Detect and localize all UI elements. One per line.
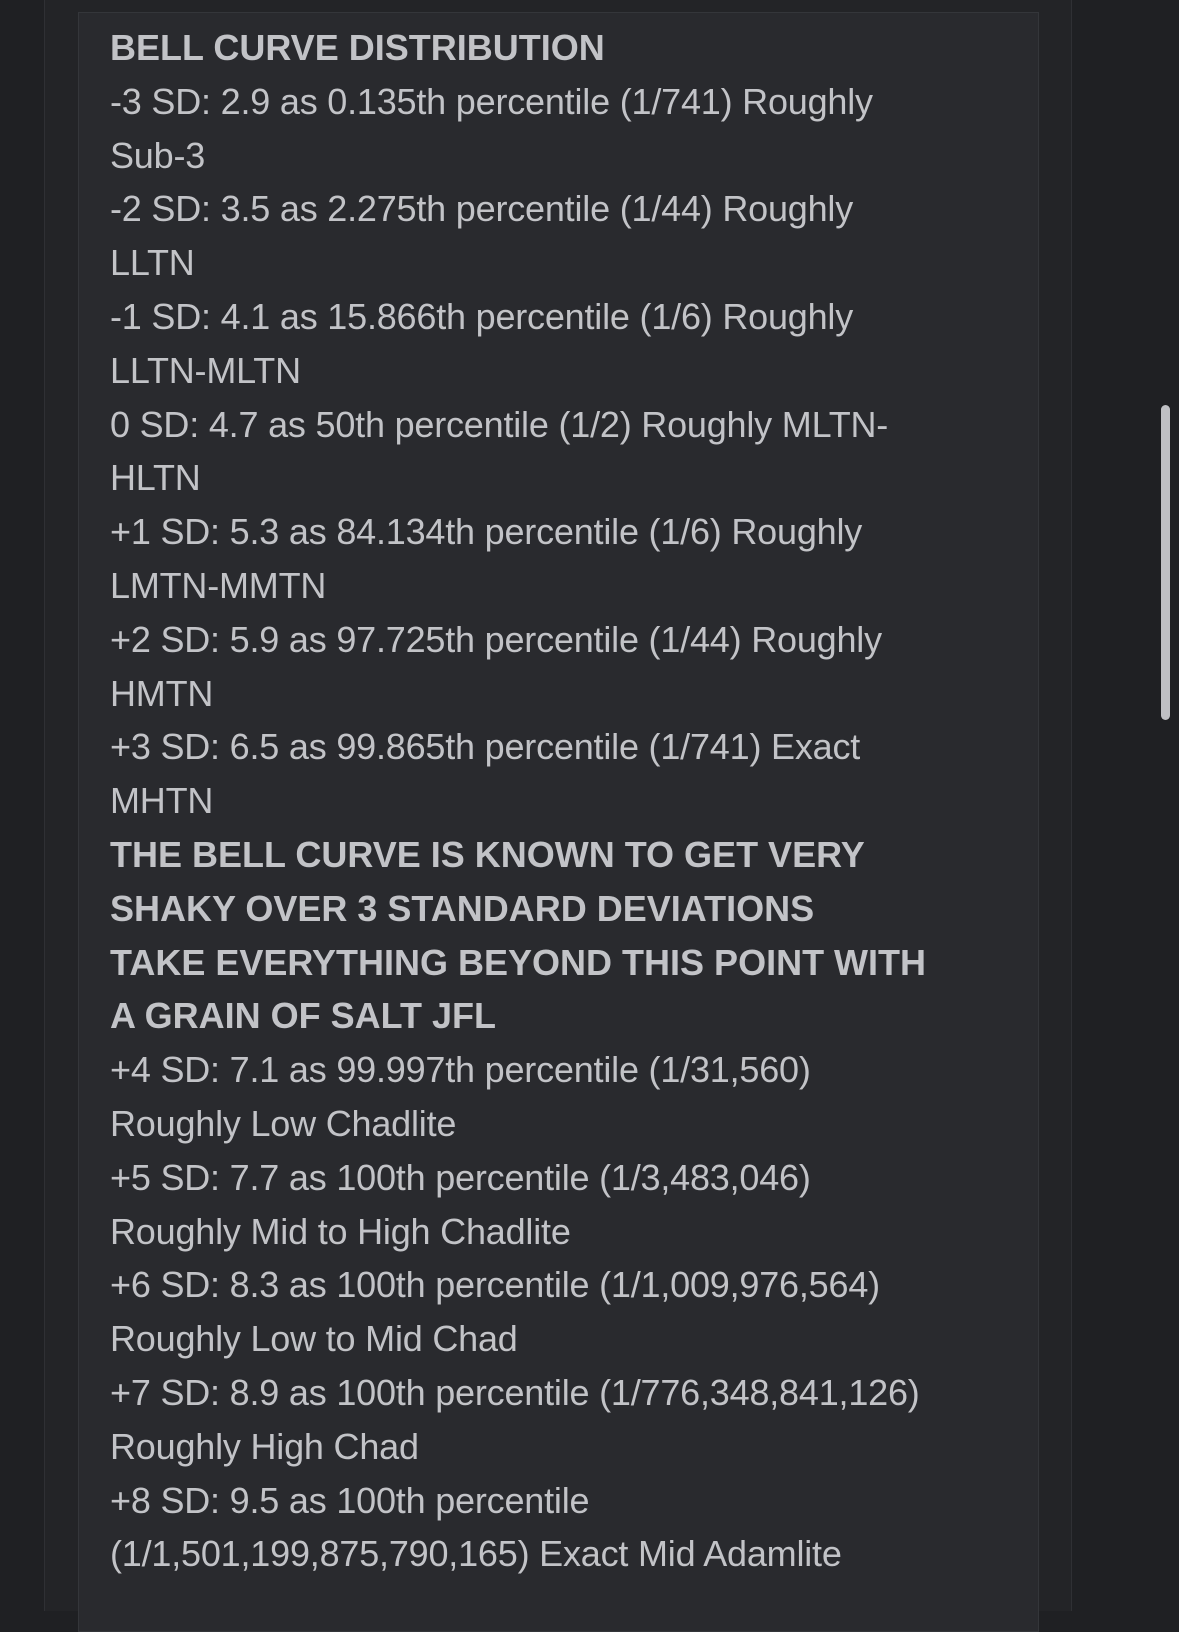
post-line: Sub-3 (110, 134, 206, 176)
post-line: Roughly Low to Mid Chad (110, 1318, 518, 1360)
post-bold-line: BELL CURVE DISTRIBUTION (110, 27, 605, 68)
post-bold-line: SHAKY OVER 3 STANDARD DEVIATIONS (110, 887, 815, 929)
post-line: LLTN (110, 242, 195, 284)
post-line: Roughly Mid to High Chadlite (110, 1210, 571, 1252)
post-line: +8 SD: 9.5 as 100th percentile (110, 1479, 590, 1521)
post-line: 0 SD: 4.7 as 50th percentile (1/2) Roughly MLTN- (110, 403, 889, 445)
post-line: Roughly High Chad (110, 1425, 419, 1467)
post-line: +1 SD: 5.3 as 84.134th percentile (1/6) Roughly (110, 511, 863, 553)
post-line: +5 SD: 7.7 as 100th percentile (1/3,483,046) (110, 1156, 811, 1198)
post-line: LMTN-MMTN (110, 564, 327, 606)
post-body (110, 21, 990, 1581)
scrollbar-thumb[interactable] (1161, 405, 1170, 720)
post-line: +7 SD: 8.9 as 100th percentile (1/776,348,841,126) (110, 1371, 920, 1413)
post-line: Roughly Low Chadlite (110, 1102, 457, 1144)
post-line: LLTN-MLTN (110, 349, 301, 391)
post-bold-line: TAKE EVERYTHING BEYOND THIS POINT WITH (110, 941, 927, 983)
post-line: -2 SD: 3.5 as 2.275th percentile (1/44) Roughly (110, 188, 854, 230)
post-line: +4 SD: 7.1 as 99.997th percentile (1/31,560) (110, 1049, 811, 1091)
post-bold-line: THE BELL CURVE IS KNOWN TO GET VERY (110, 833, 865, 875)
post-line: MHTN (110, 780, 214, 822)
post-line: (1/1,501,199,875,790,165) Exact Mid Adamlite (110, 1533, 842, 1575)
post-line: +6 SD: 8.3 as 100th percentile (1/1,009,976,564) (110, 1264, 880, 1306)
post-line: -1 SD: 4.1 as 15.866th percentile (1/6) Roughly (110, 295, 854, 337)
scrollbar-track[interactable] (1158, 0, 1172, 1611)
post-line: +2 SD: 5.9 as 97.725th percentile (1/44) Roughly (110, 618, 882, 660)
post-bold-line: A GRAIN OF SALT JFL (110, 995, 496, 1037)
post-line: -3 SD: 2.9 as 0.135th percentile (1/741) Roughly (110, 80, 873, 122)
post-line: HMTN (110, 672, 214, 714)
post-line: +3 SD: 6.5 as 99.865th percentile (1/741) Exact (110, 726, 861, 768)
post-line: HLTN (110, 457, 201, 499)
